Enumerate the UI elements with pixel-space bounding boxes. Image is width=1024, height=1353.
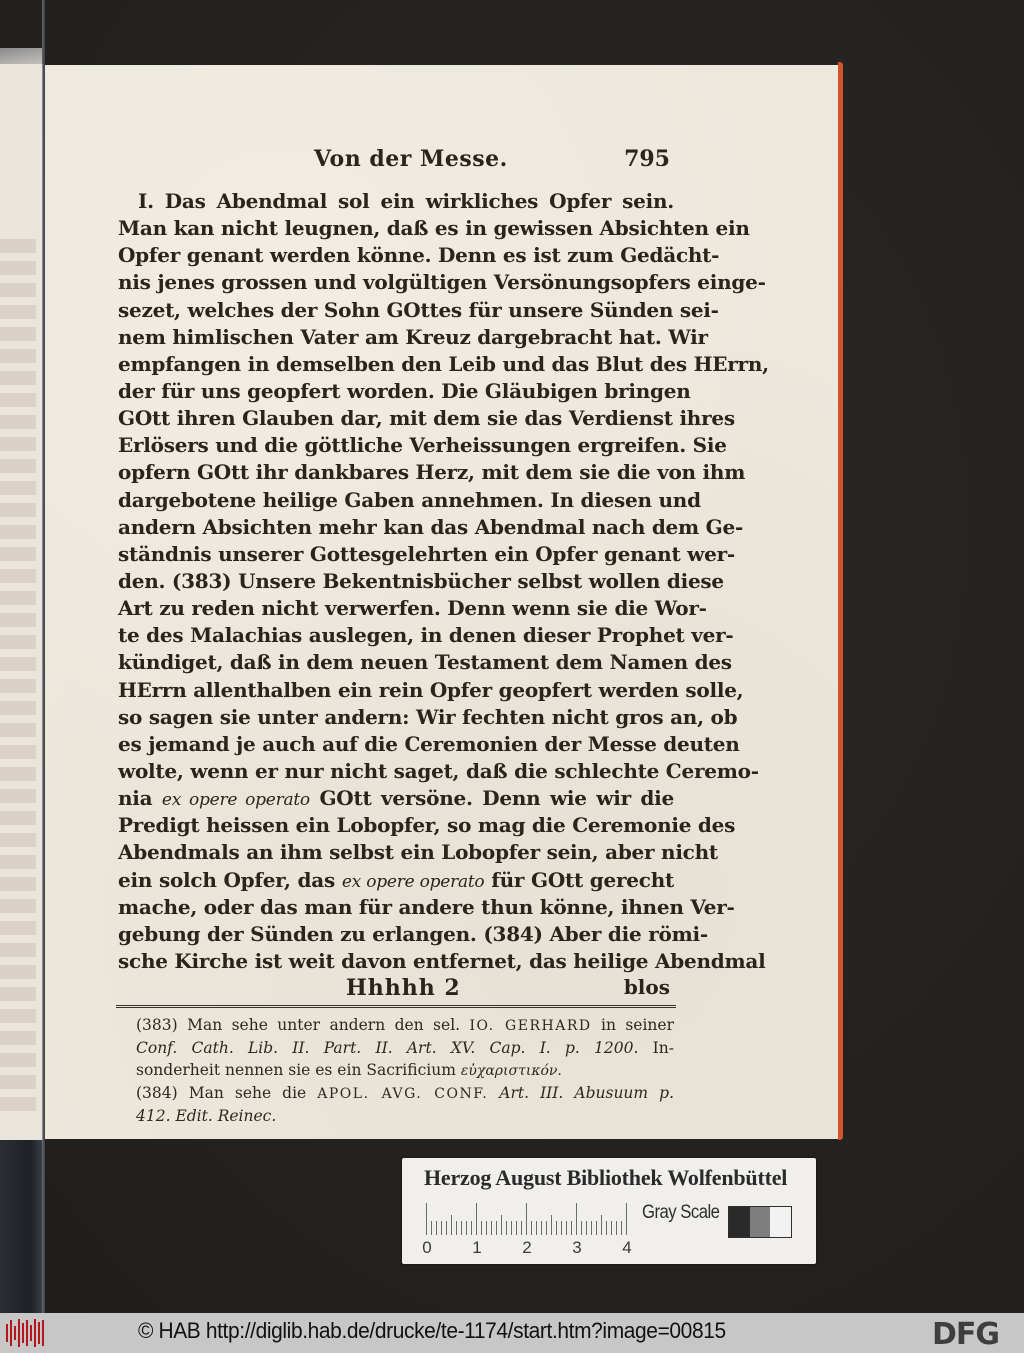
footnotes	[118, 1014, 674, 1127]
text-line: te des Malachias auslegen, in denen dieser Prophet ver-	[118, 623, 734, 648]
text-line: empfangen in demselben den Leib und das Blut des HErrn,	[118, 351, 769, 376]
text-line: es jemand je auch auf die Ceremonien der Messe deuten	[118, 731, 740, 756]
text-line: der für uns geopfert worden. Die Gläubigen bringen	[118, 378, 691, 403]
text-line: nia ex opere operato GOtt versöne. Denn wie wir die	[118, 786, 674, 811]
catchword: blos	[623, 975, 670, 1000]
dfg-logo-icon: DFG	[932, 1317, 1000, 1352]
page-number: 795	[624, 146, 670, 172]
swatch-light	[770, 1207, 791, 1237]
facing-page-shadow	[0, 1140, 44, 1313]
text-line: gebung der Sünden zu erlangen. (384) Aber die römi-	[118, 921, 708, 946]
swatch-dark	[729, 1207, 750, 1237]
text-line: HErrn allenthalben ein rein Opfer geopfert werden solle,	[118, 677, 744, 702]
signature-mark: Hhhhh 2	[346, 975, 461, 1002]
source-url[interactable]: © HAB http://diglib.hab.de/drucke/te-1174/start.htm?image=00815	[138, 1318, 726, 1343]
footnote-383: (383) Man sehe unter andern den sel. IO. GERHARD in seiner Conf. Cath. Lib. II. Part. II. Art. XV. Cap. I. p. 1200. In- sonderheit nennen sie es ein Sacrificium εὐχαριστικόν.	[136, 1016, 674, 1080]
facing-page-strip	[0, 64, 43, 1140]
footnote-rule	[116, 1005, 676, 1008]
text-line: mache, oder das man für andere thun könne, ihnen Ver-	[118, 894, 735, 919]
footer-bar	[0, 1313, 1024, 1353]
footnote-marker: (384)	[136, 1084, 178, 1103]
catchline	[118, 975, 674, 1003]
text-line: Art zu reden nicht verwerfen. Denn wenn sie die Wor-	[118, 596, 707, 621]
text-line: den. (383) Unsere Bekentnisbücher selbst wollen diese	[118, 568, 724, 593]
text-line: dargebotene heilige Gaben annehmen. In diesen und	[118, 487, 701, 512]
body-text	[118, 188, 769, 975]
facing-page-bleedthrough	[0, 239, 36, 1119]
red-page-edge	[838, 62, 843, 1140]
page-text-block	[118, 142, 769, 1127]
footnote-384: (384) Man sehe die APOL. AVG. CONF. Art. III. Abusuum p. 412. Edit. Reinec.	[136, 1084, 674, 1126]
text-line: GOtt ihren Glauben dar, mit dem sie das Verdienst ihres	[118, 406, 735, 431]
text-line: sezet, welches der Sohn GOttes für unsere Sünden sei-	[118, 297, 719, 322]
text-line: nis jenes grossen und volgültigen Versönungsopfers einge-	[118, 270, 766, 295]
text-line: ständnis unserer Gottesgelehrten ein Opfer genant wer-	[118, 541, 735, 566]
gray-scale-swatches	[728, 1206, 792, 1238]
text-line: kündiget, daß in dem neuen Testament dem Namen des	[118, 650, 732, 675]
ruler-labels: 0 1 2 3 4	[422, 1238, 632, 1257]
latin-phrase: ex opere operato	[341, 871, 485, 892]
text-line: nem himlischen Vater am Kreuz dargebracht hat. Wir	[118, 324, 708, 349]
text-line: ein solch Opfer, das ex opere operato für GOtt gerecht	[118, 867, 674, 892]
ruler-tick	[426, 1203, 427, 1235]
library-color-card	[402, 1158, 816, 1264]
gray-scale-label: Gray Scale	[642, 1202, 720, 1223]
hab-logo-icon	[6, 1318, 46, 1348]
text-line: Erlösers und die göttliche Verheissungen ergreifen. Sie	[118, 433, 727, 458]
text-line: Opfer genant werden könne. Denn es ist zum Gedächt-	[118, 243, 720, 268]
footnote-marker: (383)	[136, 1016, 178, 1035]
text-line: sche Kirche ist weit davon entfernet, das heilige Abendmal	[118, 948, 766, 973]
running-title: Von der Messe.	[314, 146, 508, 172]
text-line: I. Das Abendmal sol ein wirkliches Opfer sein.	[138, 189, 674, 213]
text-line: Abendmals an ihm selbst ein Lobopfer sein, aber nicht	[118, 840, 718, 865]
cm-ruler	[426, 1203, 630, 1235]
running-head	[118, 142, 674, 178]
text-line: opfern GOtt ihr dankbares Herz, mit dem sie die von ihm	[118, 460, 746, 485]
text-line: andern Absichten mehr kan das Abendmal nach dem Ge-	[118, 514, 744, 539]
library-name: Herzog August Bibliothek Wolfenbüttel	[424, 1165, 788, 1190]
swatch-mid	[750, 1207, 771, 1237]
latin-phrase: ex opere operato	[161, 790, 310, 811]
text-line: wolte, wenn er nur nicht saget, daß die schlechte Ceremo-	[118, 758, 759, 783]
text-line: Predigt heissen ein Lobopfer, so mag die Ceremonie des	[118, 813, 736, 838]
text-line: so sagen sie unter andern: Wir fechten nicht gros an, ob	[118, 704, 738, 729]
text-line: Man kan nicht leugnen, daß es in gewissen Absichten ein	[118, 216, 750, 241]
